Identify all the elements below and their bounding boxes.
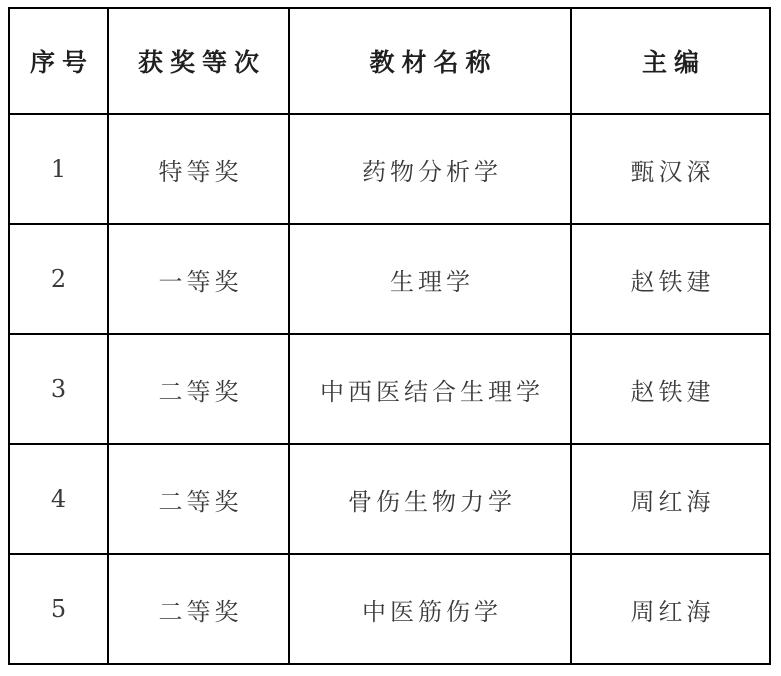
cell-chief-editor: 赵铁建: [571, 334, 770, 444]
cell-textbook-name: 中医筋伤学: [289, 554, 571, 664]
table-header-row: [9, 8, 770, 114]
award-table: [8, 7, 771, 665]
table-row: [9, 334, 770, 444]
column-header-serial-number: 序号: [9, 8, 108, 114]
table-row: [9, 114, 770, 224]
cell-textbook-name: 药物分析学: [289, 114, 571, 224]
column-header-chief-editor: 主编: [571, 8, 770, 114]
cell-award-level: 二等奖: [108, 444, 289, 554]
cell-textbook-name: 生理学: [289, 224, 571, 334]
table-row: [9, 444, 770, 554]
column-header-award-level: 获奖等次: [108, 8, 289, 114]
cell-award-level: 二等奖: [108, 554, 289, 664]
cell-textbook-name: 骨伤生物力学: [289, 444, 571, 554]
cell-serial-number: 3: [9, 334, 108, 444]
cell-serial-number: 4: [9, 444, 108, 554]
cell-chief-editor: 周红海: [571, 554, 770, 664]
cell-chief-editor: 甄汉深: [571, 114, 770, 224]
cell-serial-number: 2: [9, 224, 108, 334]
cell-award-level: 一等奖: [108, 224, 289, 334]
cell-serial-number: 5: [9, 554, 108, 664]
cell-serial-number: 1: [9, 114, 108, 224]
column-header-textbook-name: 教材名称: [289, 8, 571, 114]
cell-chief-editor: 周红海: [571, 444, 770, 554]
cell-textbook-name: 中西医结合生理学: [289, 334, 571, 444]
cell-award-level: 二等奖: [108, 334, 289, 444]
table-row: [9, 554, 770, 664]
cell-award-level: 特等奖: [108, 114, 289, 224]
cell-chief-editor: 赵铁建: [571, 224, 770, 334]
table-row: [9, 224, 770, 334]
